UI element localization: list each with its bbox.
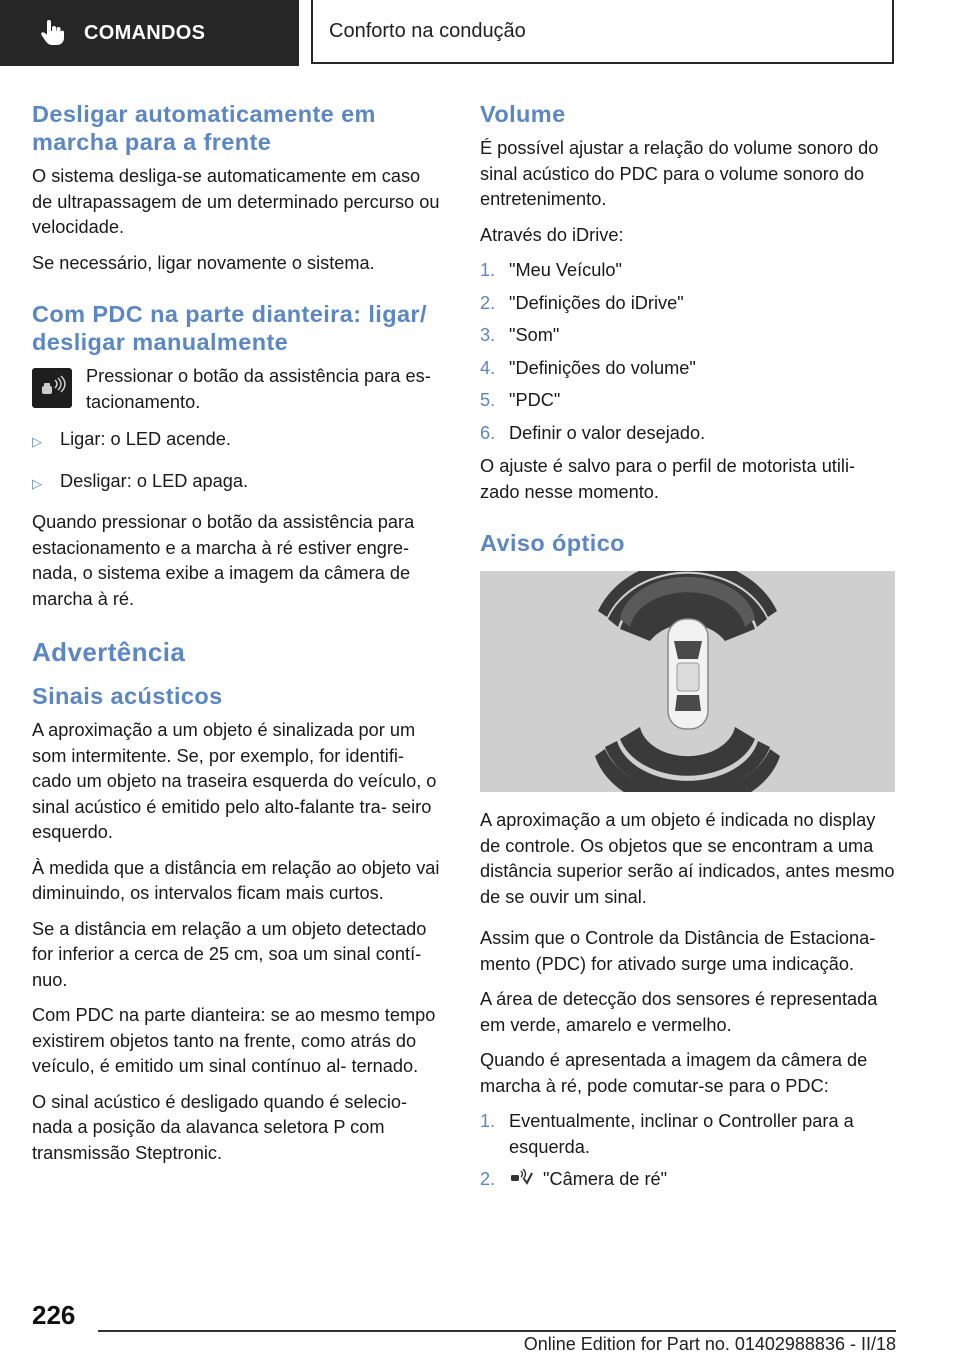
camera-steps xyxy=(480,1109,896,1195)
paragraph: Se a distância em relação a um objeto detectado for inferior a cerca de 25 cm, soa um sinal contí- nuo. xyxy=(32,918,427,990)
parking-assist-button-icon xyxy=(32,368,72,408)
heading-acoustic: Sinais acústicos xyxy=(32,683,223,709)
paragraph: É possível ajustar a relação do volume sonoro do sinal acústico do PDC para o volume sonoro do entretenimento. xyxy=(480,138,879,209)
paragraph: A aproximação a um objeto é sinalizada por um som intermitente. Se, por exemplo, for identifi- cado um objeto na traseira esquerda do veículo, o sinal acústico é emitido pelo alto-falante tra- seiro esquerdo. xyxy=(32,720,437,842)
paragraph: A aproximação a um objeto é indicada no display de controle. Os objetos que se encontram a uma distância superior serão aí indicados, antes mesmo de se ouvir um sinal. xyxy=(480,810,895,907)
chapter-title: Conforto na condução xyxy=(311,0,894,64)
paragraph: Pressionar o botão da assistência para es- tacionamento. xyxy=(86,366,431,412)
triangle-bullet-icon: ▷ xyxy=(32,475,42,491)
hand-pointer-icon xyxy=(38,19,66,47)
left-column xyxy=(32,100,444,1176)
triangle-bullet-icon: ▷ xyxy=(32,434,42,449)
paragraph: O sistema desliga-se automaticamente em caso de ultrapassagem de um determinado percurso ou velocidade. xyxy=(32,166,440,237)
paragraph: O sinal acústico é desligado quando é selecio- nada a posição da alavanca seletora P com transmissão Steptronic. xyxy=(32,1091,408,1163)
paragraph: À medida que a distância em relação ao objeto vai diminuindo, os intervalos ficam mais curtos. xyxy=(32,857,440,903)
heading-optical: Aviso óptico xyxy=(480,530,625,556)
footer-divider xyxy=(98,1330,896,1332)
section-label: COMANDOS xyxy=(84,21,206,44)
paragraph: Quando pressionar o botão da assistência para estacionamento e a marcha à ré estiver engre- nada, o sistema exibe a imagem da câmera de marcha à ré. xyxy=(32,512,415,609)
pdc-display-figure xyxy=(480,571,895,792)
right-column xyxy=(480,100,896,1203)
page-header xyxy=(0,0,960,66)
camera-pdc-icon xyxy=(509,1167,535,1195)
list-item: ▷ Desligar: o LED apaga. xyxy=(32,469,444,497)
heading-volume: Volume xyxy=(480,101,566,127)
list-item: 3. "Som" xyxy=(480,325,560,345)
parking-button-row xyxy=(32,364,444,415)
paragraph: Através do iDrive: xyxy=(480,224,624,245)
list-item: 5. "PDC" xyxy=(480,390,561,410)
list-item: 2. "Definições do iDrive" xyxy=(480,292,684,313)
paragraph: Se necessário, ligar novamente o sistema. xyxy=(32,252,375,273)
idrive-steps xyxy=(480,258,896,446)
list-item: ▷ Ligar: o LED acende. xyxy=(32,427,444,455)
list-item: 1. "Meu Veículo" xyxy=(480,260,623,280)
heading-auto-off: Desligar automaticamente em marcha para a frente xyxy=(32,101,376,155)
list-item: 6. Definir o valor desejado. xyxy=(480,422,706,443)
paragraph: Assim que o Controle da Distância de Estaciona- mento (PDC) for ativado surge uma indicação. xyxy=(480,928,876,974)
paragraph: O ajuste é salvo para o perfil de motorista utili- zado nesse momento. xyxy=(480,456,856,502)
paragraph: A área de detecção dos sensores é representada em verde, amarelo e vermelho. xyxy=(480,989,878,1035)
list-item: 2. "Câmera de ré" xyxy=(480,1167,896,1195)
page-number: 226 xyxy=(32,1300,76,1330)
list-item: 4. "Definições do volume" xyxy=(480,357,696,378)
paragraph: Com PDC na parte dianteira: se ao mesmo tempo existirem objetos tanto na frente, como atrás do veículo, é emitido um sinal contínuo al- ternado. xyxy=(32,1005,436,1076)
heading-manual: Com PDC na parte dianteira: ligar/ desligar manualmente xyxy=(32,301,427,355)
paragraph: Quando é apresentada a imagem da câmera de marcha à ré, pode comutar-se para o PDC: xyxy=(480,1050,868,1096)
heading-warning: Advertência xyxy=(32,637,186,667)
list-item: 1. Eventualmente, inclinar o Controller para a esquerda. xyxy=(480,1111,854,1157)
edition-info: Online Edition for Part no. 01402988836 - II/18 xyxy=(523,1334,896,1354)
section-tab[interactable] xyxy=(0,0,299,66)
